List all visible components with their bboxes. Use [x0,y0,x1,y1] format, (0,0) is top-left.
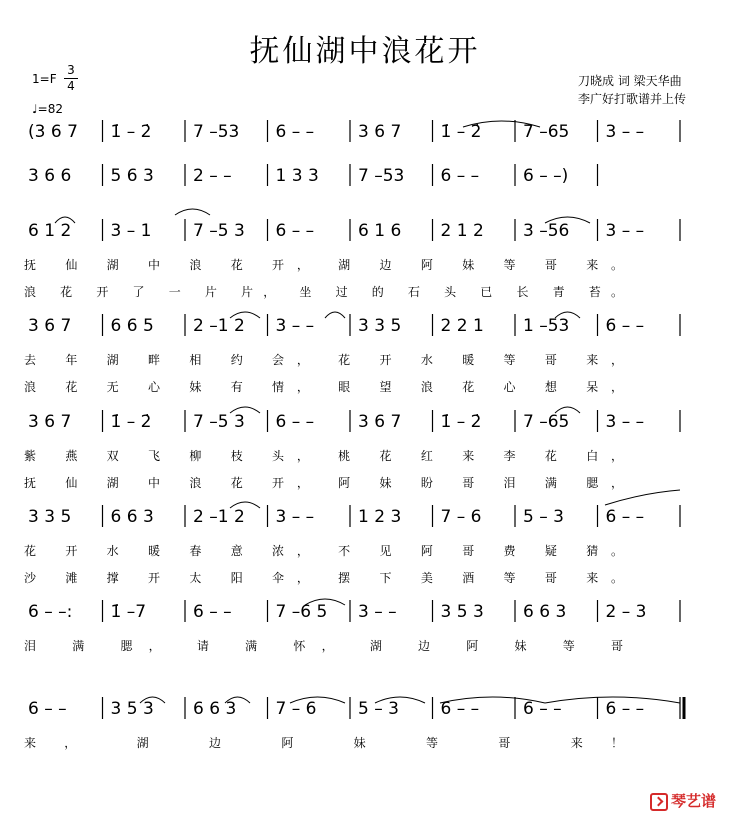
notation-row [28,505,680,527]
time-signature-top: 3 [67,63,75,77]
measure-notes: 6 – – [275,122,315,142]
measure-notes: 1 3 3 [275,166,319,186]
measure-notes: 3 5 3 [440,602,484,622]
notation-row [28,120,680,142]
measure-notes: 6 – – [605,699,645,719]
measure-notes: 6 – – [605,316,645,336]
measure-notes: 3 – – [605,412,645,432]
measure-notes: 1̇ – 2̇ [110,122,152,142]
measure-notes: (3 6 7 [28,122,78,142]
measure-notes: 6 – –) [523,166,569,186]
measure-notes: 5 – 3 [523,507,564,527]
measure-notes: 3 –56 [523,221,570,241]
measure-notes: 3 – – [605,221,645,241]
measure-notes: 3 – – [275,507,315,527]
measure-notes: 2 – – [193,166,232,186]
lyric-line: 去 年 湖 畔 相 约 会， 花 开 水 暖 等 哥 来， [24,353,624,367]
measure-notes: 3 – – [605,122,645,142]
time-signature-bottom: 4 [67,79,75,93]
lyric-line: 浪 花 无 心 妹 有 情， 眼 望 浪 花 心 想 呆， [24,380,624,394]
slur-mark [325,312,345,318]
page-title: 抚仙湖中浪花开 [249,34,481,69]
measure-notes: 6 – – [275,221,315,241]
slur-mark [175,209,210,215]
notation-row [28,164,598,186]
measure-notes: 5 – 3 [358,699,399,719]
measure-notes: 3 3 5 [28,507,72,527]
credit-line-1: 刀晓成 词 梁天华曲 [578,74,682,88]
measure-notes: 7 –65 [523,122,570,142]
measure-notes: 1̇ – 2̇ [440,412,482,432]
measure-notes: 3 6 7 [358,412,402,432]
measure-notes: 7 –53 [193,122,240,142]
lyric-line: 来， 湖 边 阿 妹 等 哥 来！ [24,736,624,750]
notation-row [28,600,680,622]
lyric-line: 浪 花 开 了 一 片 片， 坐 过 的 石 头 已 长 青 苔。 [24,285,624,299]
measure-notes: 6 – – [193,602,232,622]
measure-notes: 6 – – [275,412,315,432]
notation-row [28,697,684,719]
measure-notes: 6 6 3 [523,602,567,622]
measure-notes: 7 –65 [523,412,570,432]
measure-notes: 7 – 6 [275,699,317,719]
lyric-line: 紫 燕 双 飞 柳 枝 头， 桃 花 红 来 李 花 白， [24,449,624,463]
logo-text: 琴艺谱 [671,792,717,810]
measure-notes: 3 6 7 [28,316,72,336]
lyric-line: 花 开 水 暖 春 意 浓， 不 见 阿 哥 费 疑 猜。 [24,544,624,558]
measure-notes: 1̇ –7 [110,602,147,622]
site-logo[interactable] [650,790,716,811]
measure-notes: 7 –53 [358,166,405,186]
measure-notes: 7 –5 3 [193,412,245,432]
measure-notes: 6 – – [440,166,480,186]
measure-notes: 6 – – [523,699,562,719]
measure-notes: 3 5 3 [110,699,154,719]
measure-notes: 6 6 3 [110,507,154,527]
measure-notes: 3 6 7 [358,122,402,142]
lyric-line: 泪 满 腮， 请 满 怀， 湖 边 阿 妹 等 哥 [24,639,624,653]
lyric-line: 抚 仙 湖 中 浪 花 开， 阿 妹 盼 哥 泪 满 腮， [24,476,624,490]
measure-notes: 2 –1 2 [193,316,245,336]
key-signature: 1=F [32,72,57,86]
measure-notes: 1 –53 [523,316,570,336]
measure-notes: 2 –1 2 [193,507,245,527]
measure-notes: 3 6 6 [28,166,72,186]
measure-notes: 3 – – [275,316,315,336]
measure-notes: 6 – – [28,699,67,719]
measure-notes: 2 2 1 [440,316,484,336]
tempo-marking: ♩=82 [32,102,63,116]
credit-line-2: 李广好打歌谱并上传 [578,92,687,106]
measure-notes: 3 3 5 [358,316,402,336]
notation-row [28,219,680,241]
measure-notes: 2 1 2 [440,221,484,241]
slur-mark [605,490,680,505]
measure-notes: 6 6 5 [110,316,154,336]
measure-notes: 7 – 6 [440,507,482,527]
measure-notes: 2 – 3 [605,602,647,622]
measure-notes: 5 6 3 [110,166,154,186]
measure-notes: 6 – – [605,507,645,527]
measure-notes: 3 – 1 [110,221,152,241]
measure-notes: 3 – – [358,602,397,622]
measure-notes: 6 – – [440,699,480,719]
measure-notes: 1̇ – 2̇ [110,412,152,432]
measure-notes: 6 6 3 [193,699,237,719]
measure-notes: 1̇ – 2̇ [440,122,482,142]
notation-row [28,314,680,336]
measure-notes: 6 – –: [28,602,73,622]
measure-notes: 6 1 6 [358,221,402,241]
measure-notes: 7 –5 3 [193,221,245,241]
measure-notes: 7 –6 5 [275,602,328,622]
measure-notes: 6 1 2 [28,221,72,241]
lyric-line: 沙 滩 撑 开 太 阳 伞， 摆 下 美 酒 等 哥 来。 [24,571,624,585]
logo-icon [650,793,668,811]
measure-notes: 1 2 3 [358,507,402,527]
lyric-line: 抚 仙 湖 中 浪 花 开， 湖 边 阿 妹 等 哥 来。 [24,258,624,272]
measure-notes: 3 6 7 [28,412,72,432]
notation-row [28,410,680,432]
